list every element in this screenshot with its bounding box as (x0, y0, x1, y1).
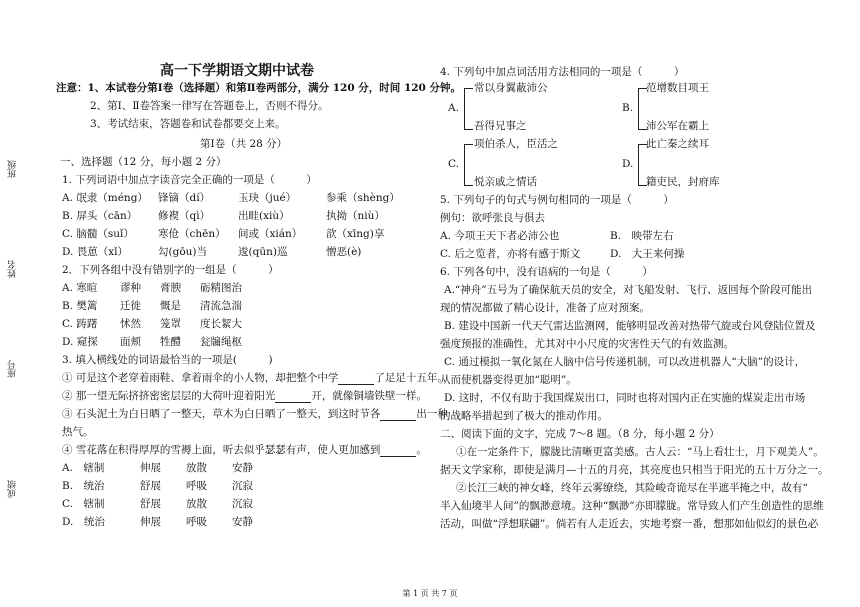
option: 牲醴 (160, 336, 181, 348)
sidebar-label-name: 姓名 (8, 260, 18, 278)
option: 锋镝（dí） (158, 192, 211, 204)
option: 呼吸 (186, 480, 207, 492)
option: 笼罩 (160, 318, 181, 330)
option: 舒展 (140, 480, 161, 492)
option: B. 映带左右 (610, 230, 674, 242)
option: 舒展 (140, 498, 161, 510)
question-1: 1. 下列词语中加点字读音完全正确的一项是（ ） (62, 174, 317, 186)
option: 度长絜大 (200, 318, 242, 330)
option: 悦亲戚之情话 (474, 176, 537, 188)
section2-heading: 二、阅读下面的文字，完成 7～8 题。（8 分，每小题 2 分） (440, 428, 720, 440)
option: C. 辖制 (62, 498, 105, 510)
question-5: 5. 下列句子的句式与例句相同的一项是（ ） (440, 194, 674, 206)
question-2: 2．下列各组中没有错别字的一组是（ ） (62, 264, 279, 276)
page-footer: 第 1 页 共 7 页 (402, 589, 458, 598)
q3-sentence-1: ① 可是这个老穿着雨鞋、拿着雨伞的小人物，却把整个中学 了足足十五年。 (62, 372, 448, 384)
option: 出畦(xiù） (238, 210, 290, 222)
option: A. 今项王天下者必沛公也 (440, 230, 560, 242)
section1-heading: 一、选择题（12 分，每小题 2 分） (60, 156, 227, 168)
passage-line: 活动，叫做“浮想联翩”。倘若有人走近去，实地考察一番，想那如仙似幻的景色必 (440, 518, 819, 530)
q6-option-a-cont: 现的情况都做了精心设计，准备了应对预案。 (440, 302, 650, 314)
q3-sentence-2: ② 那一望无际挤挤密密层层的大荷叶迎着阳光 开，就像铜墙铁壁一样。 (62, 390, 427, 402)
passage-line: 据天文学家称，即使是满月—十五的月亮，其亮度也只相当于阳光的五十万分之一。 (440, 464, 829, 476)
option: 砺精图治 (200, 282, 242, 294)
option: 间或（xián） (238, 228, 303, 240)
option: 歆（xīng)享 (326, 228, 385, 240)
notice-2: 2、第Ⅰ、Ⅱ卷答案一律写在答题卷上，否则不得分。 (90, 100, 329, 112)
option: D. 窥探 (62, 336, 98, 348)
option: 参乘（shèng） (326, 192, 400, 204)
option: D. 畏葸（xǐ） (62, 246, 128, 258)
question-3: 3. 填入横线处的词语最恰当的一项是( ) (62, 354, 273, 366)
option: 憎恶(è) (326, 246, 362, 258)
option: 呼吸 (186, 516, 207, 528)
option: 膏腴 (160, 282, 181, 294)
option: 范增数目项王 (646, 82, 709, 94)
option: 迁徙 (120, 300, 141, 312)
option-label: C. (448, 158, 459, 170)
option: 面颊 (120, 336, 141, 348)
option: 放散 (186, 462, 207, 474)
option: 怵然 (120, 318, 141, 330)
option: C. 后之览者，亦将有感于斯文 (440, 248, 581, 260)
option: 安静 (232, 462, 253, 474)
option: A. 辖制 (62, 462, 105, 474)
option: 慨是 (160, 300, 181, 312)
option: A. 寒暄 (62, 282, 98, 294)
part1-heading: 第Ⅰ卷（共 28 分） (200, 138, 288, 150)
q6-option-d-cont: 的战略举措起到了极大的推动作用。 (440, 410, 608, 422)
option: C. 踌躇 (62, 318, 98, 330)
option: B. 屏头（cān） (62, 210, 138, 222)
option: C. 脑髓（suǐ） (62, 228, 134, 240)
binding-margin (0, 0, 38, 607)
question-6: 6. 下列各句中，没有语病的一句是（ ） (440, 266, 653, 278)
option: 清流急湍 (200, 300, 242, 312)
passage-line: ①在一定条件下，朦胧比清晰更富美感。古人云：“马上看壮士，月下观美人”。 (456, 446, 824, 458)
option: 勾(gōu)当 (158, 246, 207, 258)
option: 伸展 (140, 516, 161, 528)
notice-1: 注意：1、本试卷分第Ⅰ卷（选择题）和第Ⅱ卷两部分，满分 120 分，时间 120 分钟。 (56, 82, 462, 94)
option: 此亡秦之续耳 (646, 138, 709, 150)
option-label: B. (622, 102, 634, 114)
q6-option-c: C. 通过模拟一氧化氮在人脑中信号传递机制，可以改进机器人“大脑”的设计， (444, 356, 806, 368)
option: B. 统治 (62, 480, 105, 492)
passage-line: 半入仙境半人间”的飘渺意境。这种“飘渺”亦即朦胧。常导致人们产生创造性的思维 (440, 500, 824, 512)
option: 吾得兄事之 (474, 120, 527, 132)
q5-example: 例句：欲呼张良与俱去 (440, 212, 545, 224)
q3-sentence-4: ④ 雪花落在积得厚厚的雪褥上面，听去似乎瑟瑟有声，使人更加感到 。 (62, 444, 427, 456)
option: 常以身翼蔽沛公 (474, 82, 548, 94)
option: 谬种 (120, 282, 141, 294)
page-title: 高一下学期语文期中试卷 (160, 63, 314, 79)
q3-sentence-3: ③ 石头泥土为白日晒了一整天，草木为白日晒了一整天，到这时节各 出一种 (62, 408, 448, 420)
option: 安静 (232, 516, 253, 528)
question-4: 4. 下列句中加点词活用方法相同的一项是（ ） (440, 66, 685, 78)
option: 寒伧（chēn） (158, 228, 226, 240)
option: D. 大王来何操 (610, 248, 685, 260)
q6-option-a: A.“神舟”五号为了确保航天员的安全，对飞船发射、飞行、返回每个阶段可能出 (444, 284, 813, 296)
q6-option-b: B. 建设中国新一代天气雷达监测网，能够明显改善对热带气旋或台风登陆位置及 (444, 320, 816, 332)
option: 放散 (186, 498, 207, 510)
bracket (464, 88, 473, 130)
sidebar-label-class: 班级 (8, 160, 18, 178)
option: 玉玦（jué） (238, 192, 297, 204)
option: 沛公军在霸上 (646, 120, 709, 132)
q3-sentence-3b: 热气。 (62, 426, 94, 438)
q6-option-c-cont: 从而使机器变得更加“聪明”。 (440, 374, 577, 386)
q6-option-b-cont: 强度预报的准确性，尤其对中小尺度的灾害性天气的有效监测。 (440, 338, 734, 350)
option-label: A. (448, 102, 459, 114)
option: 执拗（niù） (326, 210, 385, 222)
option: 籍吏民，封府库 (646, 176, 720, 188)
option: A. 氓隶（méng） (62, 192, 148, 204)
notice-3: 3、考试结束，答题卷和试卷都要交上来。 (90, 118, 286, 130)
sidebar-label-seat: 座号 (8, 360, 18, 378)
option: 修褉（qì） (158, 210, 211, 222)
passage-line: ②长江三峡的神女峰，终年云雾缭绕，其险峻奇诡尽在半遮半掩之中，故有“ (456, 482, 808, 494)
option: B. 樊篱 (62, 300, 98, 312)
option-label: D. (622, 158, 634, 170)
sidebar-label-score: 成绩 (8, 480, 18, 498)
option: 伸展 (140, 462, 161, 474)
bracket (464, 144, 473, 186)
option: 逡(qūn)巡 (238, 246, 288, 258)
option: 沉寂 (232, 498, 253, 510)
option: D. 统治 (62, 516, 105, 528)
option: 瓮牖绳枢 (200, 336, 242, 348)
q6-option-d: D. 这时，不仅有助于我国煤炭出口，同时也将对国内正在实施的煤炭走出市场 (444, 392, 806, 404)
option: 项伯杀人，臣活之 (474, 138, 558, 150)
option: 沉寂 (232, 480, 253, 492)
